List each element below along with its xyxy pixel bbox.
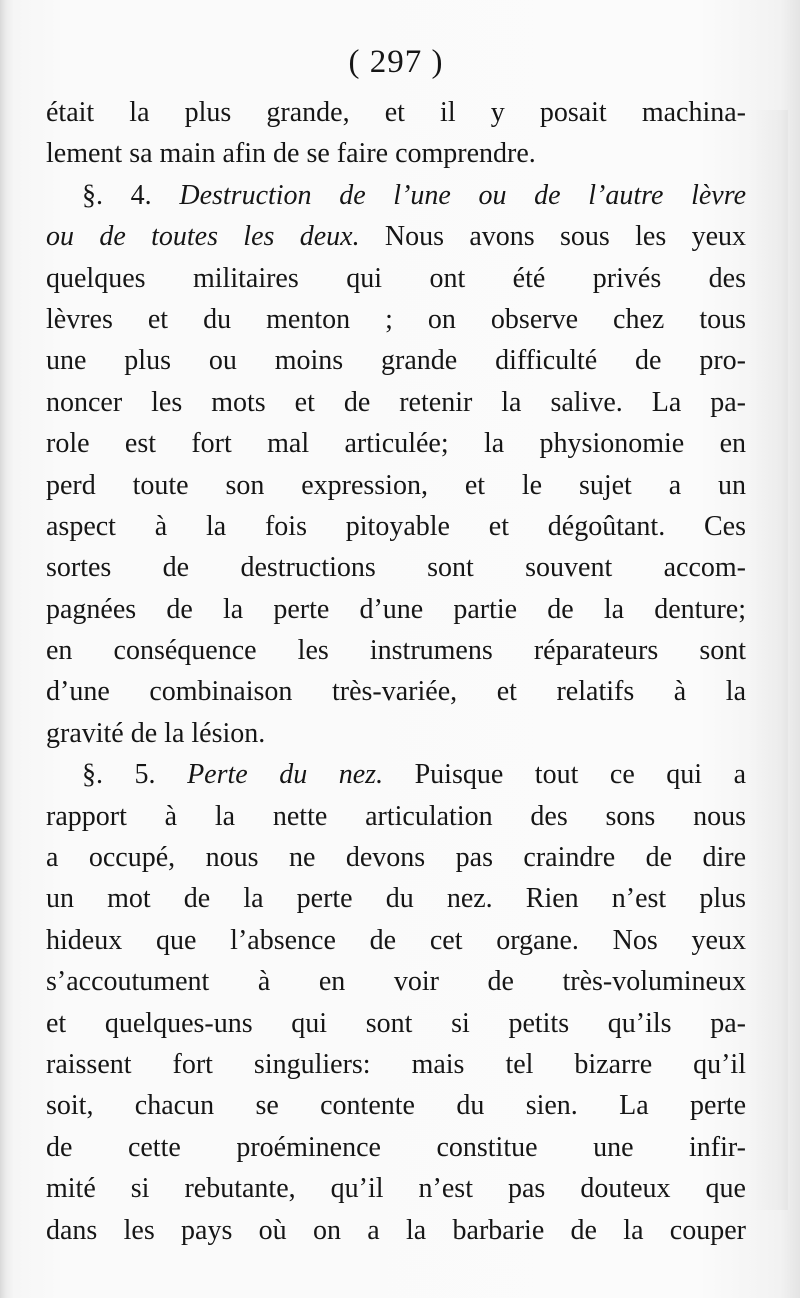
- line-text: aspect à la fois pitoyable et dégoûtant. Ces: [46, 510, 746, 542]
- section-number: §. 5.: [82, 759, 156, 791]
- text-line: [46, 796, 746, 837]
- line-text: perd toute son expression, et le sujet a un: [46, 469, 746, 501]
- text-line: [46, 754, 746, 795]
- line-text: de cette proéminence constitue une infir-: [46, 1131, 746, 1163]
- text-line: [46, 1003, 746, 1044]
- text-line: [46, 175, 746, 216]
- text-line: [46, 340, 746, 381]
- line-text: et quelques-uns qui sont si petits qu’ils pa-: [46, 1007, 746, 1039]
- line-text: raissent fort singuliers: mais tel bizarre qu’il: [46, 1048, 746, 1080]
- line-text: mité si rebutante, qu’il n’est pas douteux que: [46, 1173, 746, 1205]
- text-line: [46, 1127, 746, 1168]
- book-page: [46, 40, 746, 1280]
- text-line: [46, 423, 746, 464]
- line-text: s’accoutument à en voir de très-volumineux: [46, 966, 746, 998]
- text-line: [46, 589, 746, 630]
- text-line: [46, 920, 746, 961]
- text-line: [46, 216, 746, 257]
- line-text: un mot de la perte du nez. Rien n’est plus: [46, 883, 746, 915]
- text-line: [46, 92, 746, 133]
- section-heading: Destruction de l’une ou de l’autre lèvre: [179, 179, 746, 211]
- text-line: [46, 713, 746, 754]
- text-line: [46, 671, 746, 712]
- text-line: [46, 133, 746, 174]
- text-line: [46, 961, 746, 1002]
- text-line: [46, 382, 746, 423]
- page-number: ( 297 ): [348, 44, 444, 80]
- line-text: noncer les mots et de retenir la salive. La pa-: [46, 386, 746, 418]
- line-text: hideux que l’absence de cet organe. Nos yeux: [46, 924, 746, 956]
- text-line: [46, 506, 746, 547]
- text-line: [46, 258, 746, 299]
- paper-shadow: [748, 110, 788, 1210]
- section-heading: ou de toutes les deux.: [46, 221, 360, 253]
- line-text: Nous avons sous les yeux: [384, 221, 746, 253]
- text-line: [46, 299, 746, 340]
- line-text: dans les pays où on a la barbarie de la couper: [46, 1214, 746, 1246]
- text-line: [46, 465, 746, 506]
- text-line: [46, 1044, 746, 1085]
- text-line: [46, 837, 746, 878]
- line-text: Puisque tout ce qui a: [414, 759, 746, 791]
- text-line: [46, 1085, 746, 1126]
- text-line: [46, 878, 746, 919]
- line-text: soit, chacun se contente du sien. La perte: [46, 1090, 746, 1122]
- line-text: gravité de la lésion.: [46, 717, 266, 749]
- line-text: sortes de destructions sont souvent accom-: [46, 552, 746, 584]
- text-line: [46, 1168, 746, 1209]
- line-text: d’une combinaison très-variée, et relatifs à la: [46, 676, 746, 708]
- line-text: lèvres et du menton ; on observe chez tous: [46, 303, 746, 335]
- line-text: lement sa main afin de se faire comprendre.: [46, 138, 536, 170]
- line-text: une plus ou moins grande difficulté de pro-: [46, 345, 746, 377]
- page-text: [46, 92, 746, 1251]
- line-text: était la plus grande, et il y posait machina-: [46, 97, 746, 128]
- line-text: rapport à la nette articulation des sons nous: [46, 800, 746, 832]
- line-text: role est fort mal articulée; la physionomie en: [46, 428, 746, 460]
- text-line: [46, 630, 746, 671]
- section-number: §. 4.: [82, 179, 152, 211]
- line-text: a occupé, nous ne devons pas craindre de dire: [46, 842, 746, 874]
- line-text: pagnées de la perte d’une partie de la denture;: [46, 593, 746, 625]
- line-text: quelques militaires qui ont été privés des: [46, 262, 746, 294]
- text-line: [46, 547, 746, 588]
- text-line: [46, 1210, 746, 1251]
- line-text: en conséquence les instrumens réparateurs sont: [46, 635, 746, 667]
- section-heading: Perte du nez.: [187, 759, 384, 791]
